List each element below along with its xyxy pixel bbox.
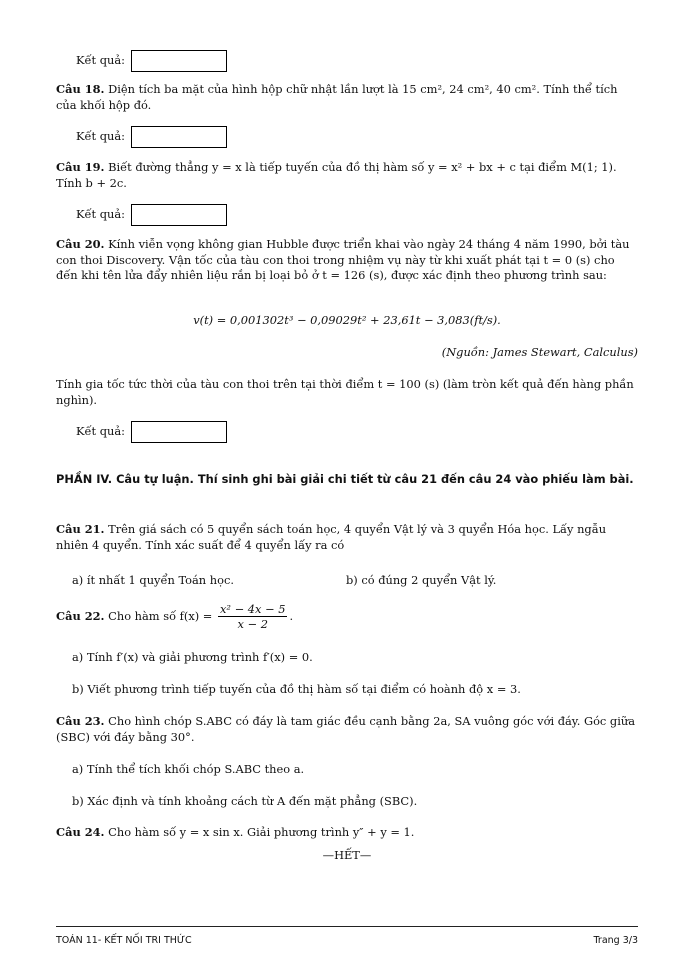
result-row-q20 — [56, 421, 658, 443]
footer-divider — [56, 926, 638, 927]
question-21 — [56, 522, 638, 553]
question-text: Trên giá sách có 5 quyển sách toán học, 4 quyển Vật lý và 3 quyển Hóa học. Lấy ngẫu nhiên 4 quyển. Tính xác suất để 4 quyển lấy ra có — [56, 522, 607, 552]
question-number: Câu 20. — [56, 237, 105, 251]
result-label: Kết quả: — [76, 129, 125, 144]
question-text: Cho hàm số y = x sin x. Giải phương trình y″ + y = 1. — [108, 825, 415, 839]
question-text: Biết đường thẳng y = x là tiếp tuyến của đồ thị hàm số y = x² + bx + c tại điểm M(1; 1). Tính b + 2c. — [56, 160, 617, 190]
result-row-q19 — [56, 204, 658, 226]
question-number: Câu 23. — [56, 714, 105, 728]
question-23 — [56, 714, 638, 745]
question-text: Cho hình chóp S.ABC có đáy là tam giác đều cạnh bằng 2a, SA vuông góc với đáy. Góc giữa (SBC) với đáy bằng 30°. — [56, 714, 635, 744]
fraction — [218, 602, 287, 632]
question-23-part-b: b) Xác định và tính khoảng cách từ A đến mặt phẳng (SBC). — [72, 794, 418, 808]
option-a: a) ít nhất 1 quyển Toán học. — [72, 573, 234, 587]
question-23-part-a: a) Tính thể tích khối chóp S.ABC theo a. — [72, 762, 305, 776]
question-24 — [56, 825, 638, 841]
option-b: b) có đúng 2 quyển Vật lý. — [346, 573, 497, 587]
question-19 — [56, 160, 638, 191]
question-number: Câu 21. — [56, 522, 105, 536]
result-row-q18 — [56, 126, 658, 148]
question-20-ask: Tính gia tốc tức thời của tàu con thoi trên tại thời điểm t = 100 (s) (làm tròn kết quả đến hàng phần nghìn). — [56, 377, 634, 407]
source-citation: (Nguồn: James Stewart, Calculus) — [441, 345, 638, 359]
question-number: Câu 22. — [56, 608, 105, 623]
fraction-denominator: x − 2 — [237, 617, 268, 632]
part-4-heading: PHẦN IV. Câu tự luận. Thí sinh ghi bài giải chi tiết từ câu 21 đến câu 24 vào phiếu làm bài. — [56, 472, 634, 486]
question-number: Câu 18. — [56, 82, 105, 96]
result-label: Kết quả: — [76, 53, 125, 68]
result-box[interactable] — [131, 421, 227, 443]
footer-left: TOÁN 11- KẾT NỐI TRI THỨC — [56, 935, 192, 946]
question-21-options — [56, 573, 638, 589]
result-label: Kết quả: — [76, 424, 125, 439]
question-text: Kính viễn vọng không gian Hubble được triển khai vào ngày 24 tháng 4 năm 1990, bởi tàu con thoi Discovery. Vận tốc của tàu con thoi trong nhiệm vụ này từ khi xuất phát tại t = 0 (s) cho đến khi tên lửa đẩy nhiên liệu rắn bị loại bỏ ở t = 126 (s), được xác định theo phương trình sau: — [56, 237, 630, 283]
question-number: Câu 24. — [56, 825, 105, 839]
fraction-numerator: x² − 4x − 5 — [219, 602, 286, 616]
question-text: Diện tích ba mặt của hình hộp chữ nhật lần lượt là 15 cm², 24 cm², 40 cm². Tính thể tích của khối hộp đó. — [56, 82, 618, 112]
question-20 — [56, 237, 638, 284]
result-row-q17 — [56, 50, 658, 72]
question-22 — [56, 602, 638, 632]
result-label: Kết quả: — [76, 207, 125, 222]
question-22-part-a: a) Tính f′(x) và giải phương trình f′(x) = 0. — [72, 650, 313, 664]
question-22-part-b: b) Viết phương trình tiếp tuyến của đồ thị hàm số tại điểm có hoành độ x = 3. — [72, 682, 521, 696]
velocity-formula: v(t) = 0,001302t³ − 0,09029t² + 23,61t − 3,083(ft/s). — [193, 313, 501, 327]
end-mark: —HẾT— — [322, 848, 372, 862]
question-tail: . — [289, 608, 294, 623]
question-lead: Cho hàm số f(x) = — [108, 608, 213, 623]
result-box[interactable] — [131, 126, 227, 148]
result-box[interactable] — [131, 50, 227, 72]
page-number: Trang 3/3 — [593, 935, 638, 946]
question-18 — [56, 82, 638, 113]
result-box[interactable] — [131, 204, 227, 226]
question-number: Câu 19. — [56, 160, 105, 174]
